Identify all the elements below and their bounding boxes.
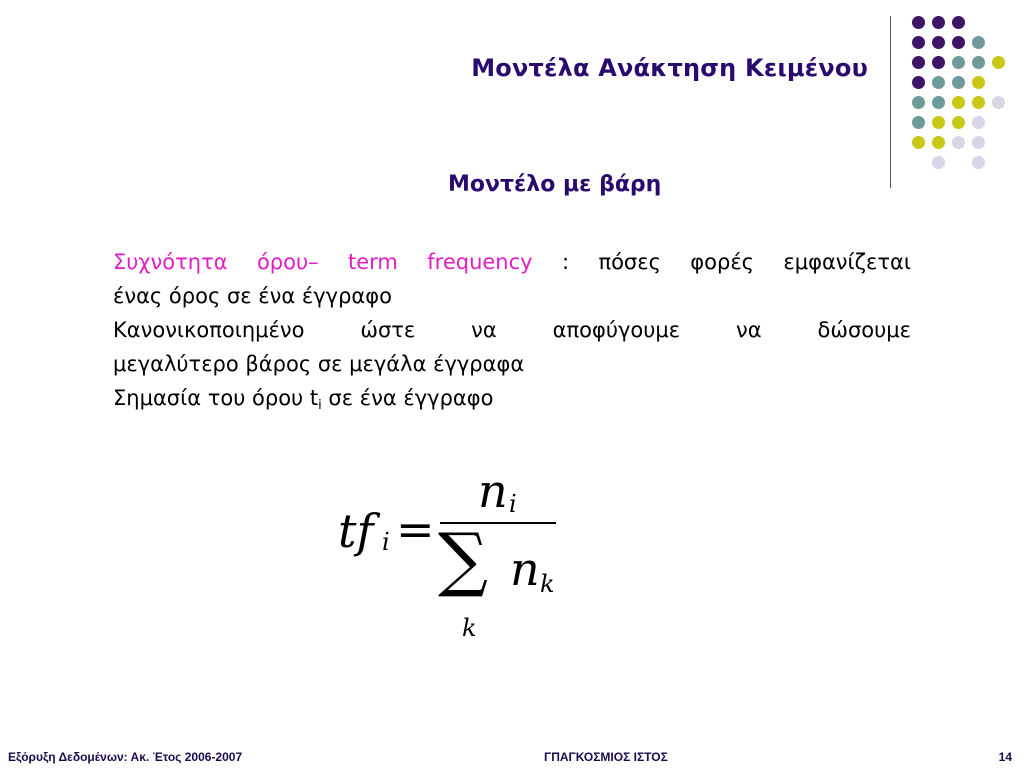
word: αποφύγουμε — [552, 318, 681, 342]
body-line-3 — [113, 313, 911, 347]
formula-denominator-subscript: k — [540, 570, 555, 598]
page-number: 14 — [998, 750, 1012, 764]
decorative-dot — [932, 36, 945, 49]
body-text — [113, 245, 911, 415]
decorative-dot — [972, 136, 985, 149]
decorative-dot — [952, 116, 965, 129]
formula-lhs: tf — [338, 504, 374, 558]
slide-title: Μοντέλα Ανάκτηση Κειμένου — [471, 54, 868, 82]
decorative-dot — [972, 76, 985, 89]
decorative-dot — [932, 156, 945, 169]
formula-numerator-subscript: i — [509, 490, 517, 518]
decorative-dot — [912, 136, 925, 149]
slide-subtitle: Μοντέλο με βάρη — [448, 172, 662, 197]
footer-course: Εξόρυξη Δεδομένων: Ακ. Έτος 2006-2007 — [8, 750, 243, 764]
term-subscript: i — [318, 398, 322, 413]
body-line-1 — [113, 245, 911, 279]
decorative-dot — [912, 76, 925, 89]
decorative-dot — [912, 96, 925, 109]
decorative-dot — [912, 116, 925, 129]
word: ώστε — [360, 318, 416, 342]
decorative-dot — [972, 156, 985, 169]
decorative-dot — [972, 96, 985, 109]
decorative-dot — [952, 36, 965, 49]
decorative-dot — [952, 56, 965, 69]
decorative-dot — [952, 16, 965, 29]
decorative-dot — [932, 16, 945, 29]
decorative-dot — [932, 136, 945, 149]
formula-lhs-subscript: i — [382, 528, 390, 556]
decorative-dot — [952, 136, 965, 149]
sum-index: k — [462, 614, 477, 642]
word: να — [471, 318, 497, 342]
sum-icon: ∑ — [438, 518, 488, 600]
term-frequency-definition: : πόσες φορές εμφανίζεται — [561, 250, 911, 274]
decorative-dot — [932, 76, 945, 89]
body-line-2: ένας όρος σε ένα έγγραφο — [113, 284, 392, 308]
decorative-dot — [912, 56, 925, 69]
decorative-dot — [972, 36, 985, 49]
body-line-5 — [113, 381, 911, 415]
formula-denominator: n — [510, 542, 540, 596]
decorative-dot — [992, 96, 1005, 109]
decorative-dot — [932, 56, 945, 69]
decorative-dot — [932, 96, 945, 109]
header-divider — [890, 16, 891, 188]
decorative-dot — [932, 116, 945, 129]
body-line-4: μεγαλύτερο βάρος σε μεγάλα έγγραφα — [113, 352, 525, 376]
decorative-dot — [972, 116, 985, 129]
formula-numerator: n — [478, 464, 508, 518]
decorative-dot — [912, 16, 925, 29]
tf-formula — [330, 464, 570, 648]
word: να — [736, 318, 762, 342]
formula-equals: = — [396, 502, 435, 556]
importance-text-end: σε ένα έγγραφο — [321, 386, 494, 410]
decorative-dot — [912, 36, 925, 49]
word: Κανονικοποιημένο — [113, 318, 305, 342]
importance-text: Σημασία του όρου t — [113, 386, 319, 410]
term-frequency-label: Συχνότητα όρου– term frequency — [113, 250, 533, 274]
decorative-dot — [952, 76, 965, 89]
decorative-dot — [992, 56, 1005, 69]
word: δώσουμε — [817, 318, 911, 342]
footer-center-title: ΓΠΑΓΚΟΣΜΙΟΣ ΙΣΤΟΣ — [544, 750, 668, 764]
decorative-dot — [952, 96, 965, 109]
decorative-dot — [972, 56, 985, 69]
